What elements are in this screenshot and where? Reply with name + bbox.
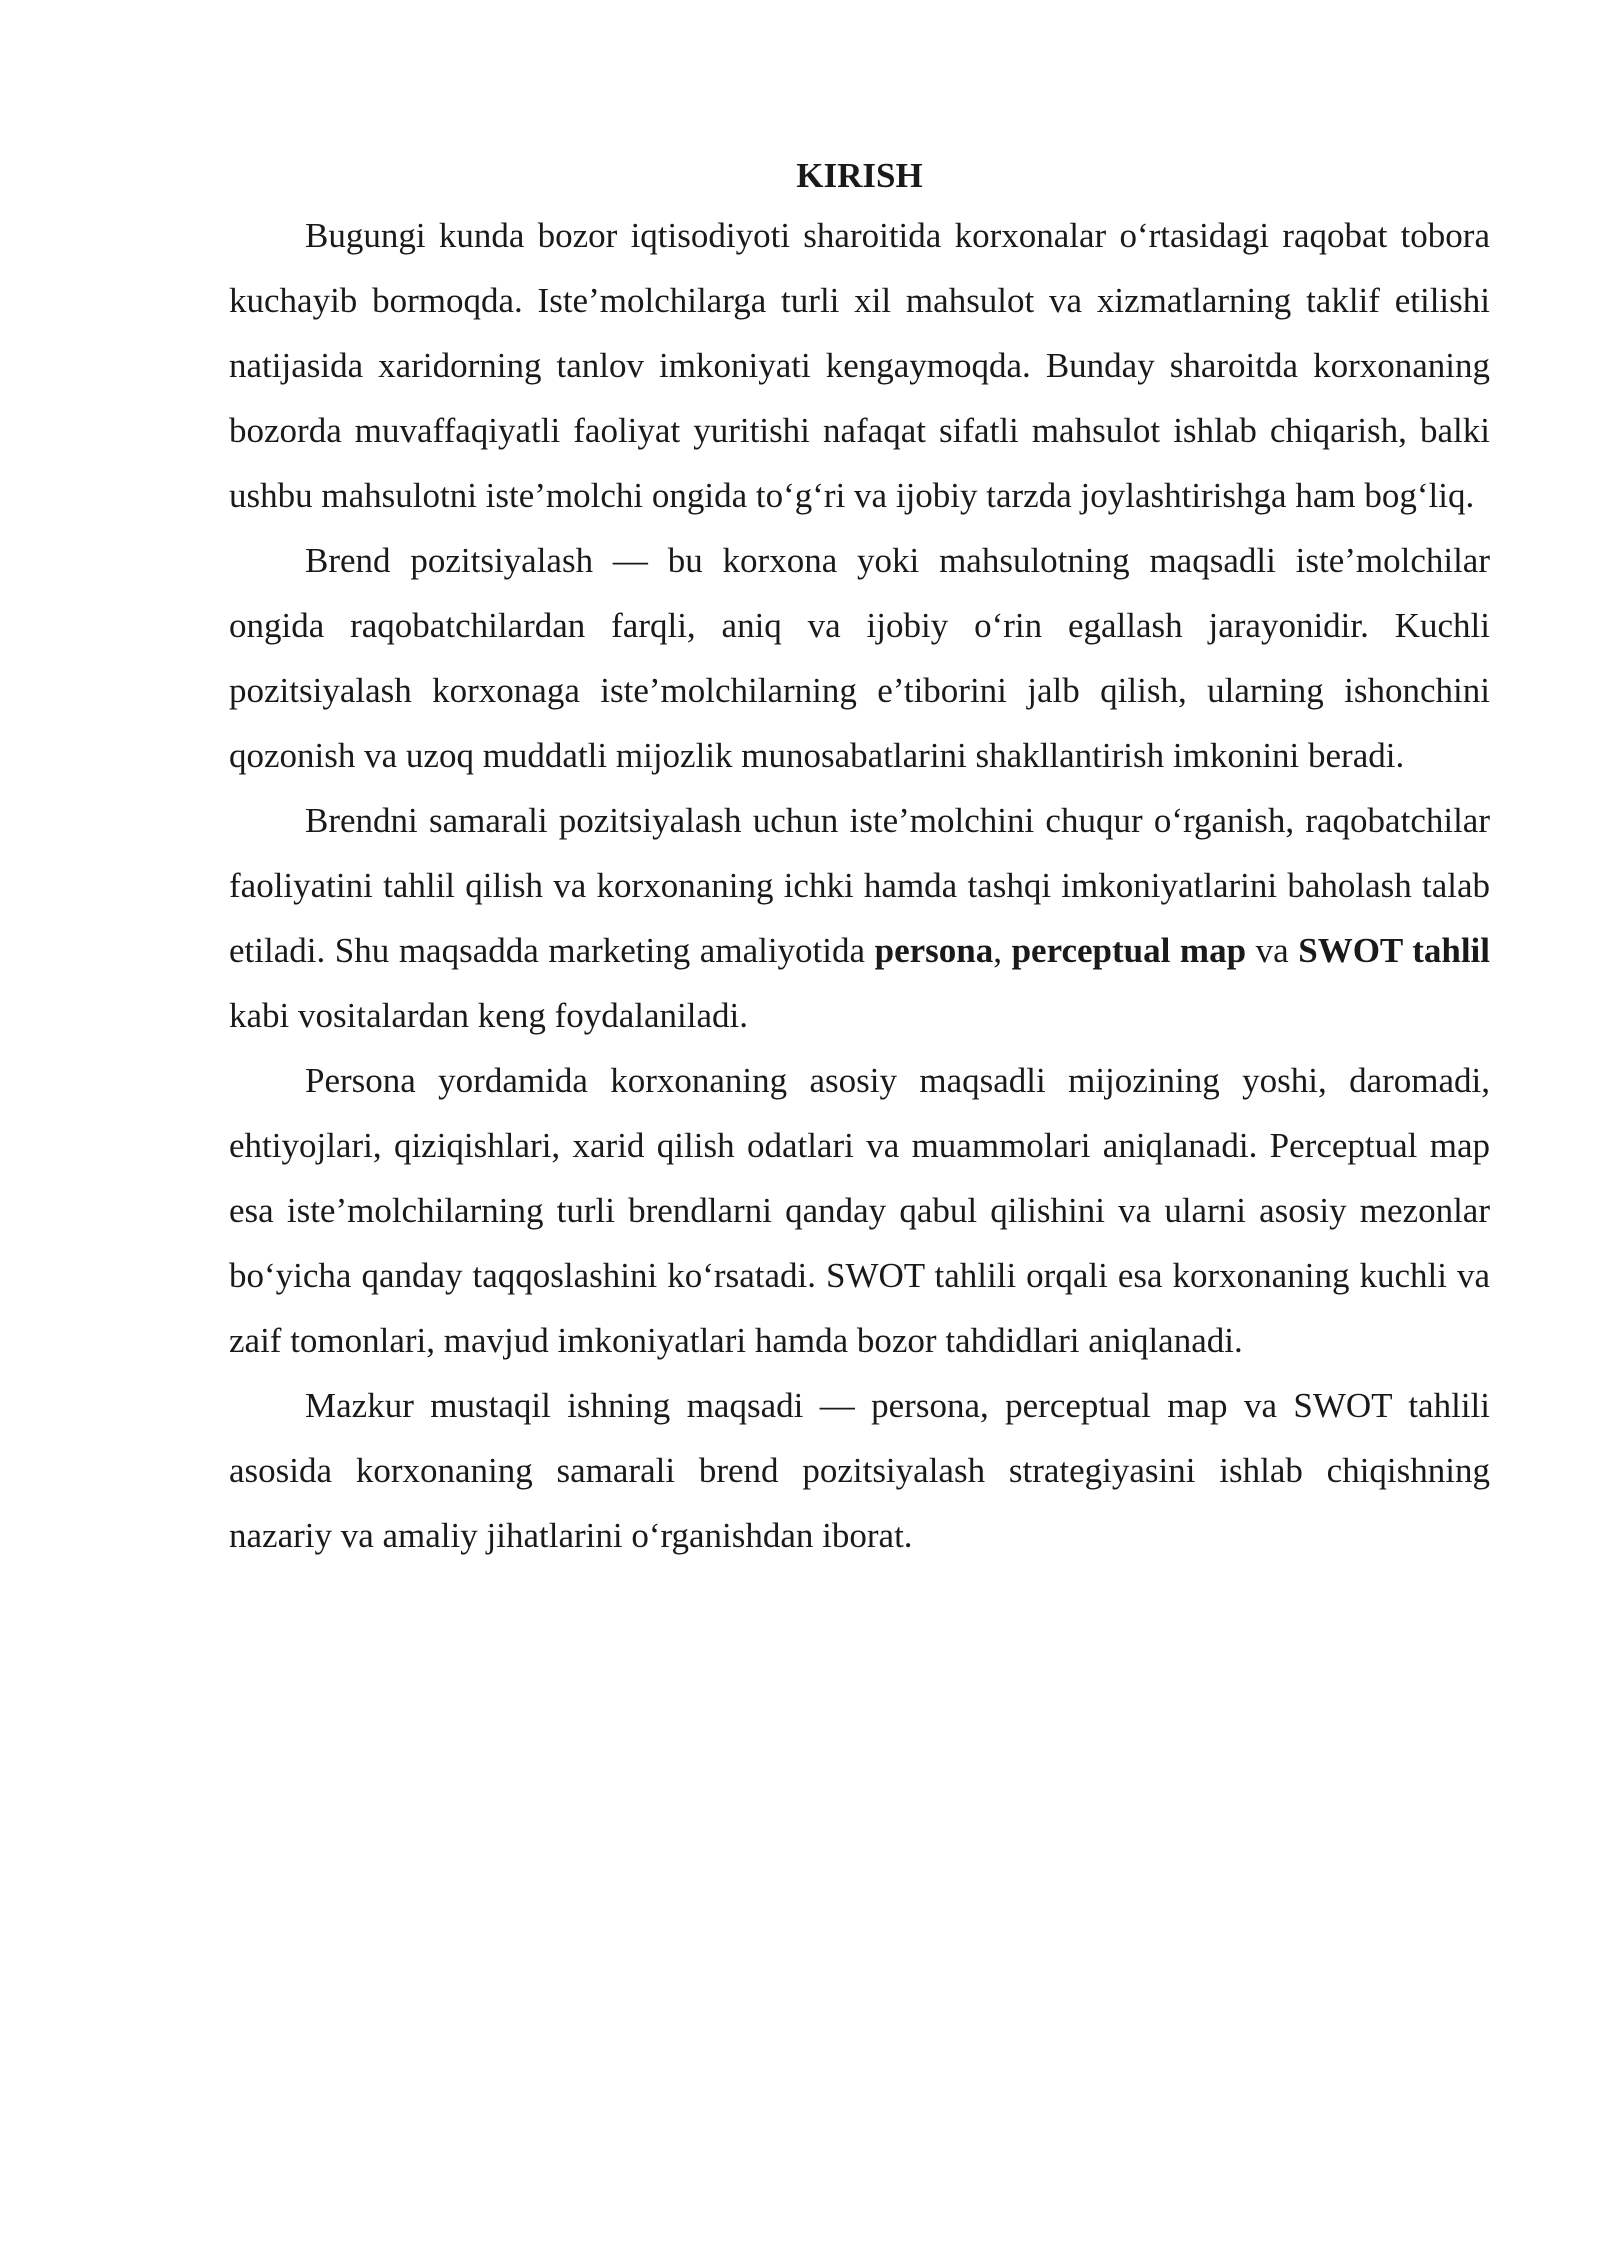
paragraph-3-separator-1: , <box>993 931 1012 970</box>
paragraph-3-separator-2: va <box>1246 931 1299 970</box>
bold-term-perceptual-map: perceptual map <box>1011 931 1247 970</box>
bold-term-swot-tahlil: SWOT tahlil <box>1298 931 1490 970</box>
page-title: KIRISH <box>796 156 923 195</box>
paragraph-1: Bugungi kunda bozor iqtisodiyoti sharoitida korxonalar o‘rtasidagi raqobat tobora kuchayib bormoqda. Iste’molchilarga turli xil mahsulot va xizmatlarning taklif etilishi natijasida xaridorning tanlov imkoniyati kengaymoqda. Bunday sharoitda korxonaning bozorda muvaffaqiyatli faoliyat yuritishi nafaqat sifatli mahsulot ishlab chiqarish, balki ushbu mahsulotni iste’molchi ongida to‘g‘ri va ijobiy tarzda joylashtirishga ham bog‘liq. <box>229 216 1490 515</box>
paragraph-3 <box>229 788 1490 1048</box>
document-page <box>229 148 1490 1568</box>
paragraph-5: Mazkur mustaqil ishning maqsadi — persona, perceptual map va SWOT tahlili asosida korxonaning samarali brend pozitsiyalash strategiyasini ishlab chiqishning nazariy va amaliy jihatlarini o‘rganishdan iborat. <box>229 1386 1490 1555</box>
paragraph-2: Brend pozitsiyalash — bu korxona yoki mahsulotning maqsadli iste’molchilar ongida raqobatchilardan farqli, aniq va ijobiy o‘rin egallash jarayonidir. Kuchli pozitsiyalash korxonaga iste’molchilarning e’tiborini jalb qilish, ularning ishonchini qozonish va uzoq muddatli mijozlik munosabatlarini shakllantirish imkonini beradi. <box>229 541 1490 775</box>
paragraph-3-text-after: kabi vositalardan keng foydalaniladi. <box>229 996 749 1035</box>
paragraph-3-text-before: Brendni samarali pozitsiyalash uchun iste’molchini chuqur o‘rganish, raqobatchilar faoliyatini tahlil qilish va korxonaning ichki hamda tashqi imkoniyatlarini baholash talab etiladi. Shu maqsadda marketing amaliyotida <box>229 801 1490 970</box>
bold-term-persona: persona <box>874 931 994 970</box>
paragraph-4: Persona yordamida korxonaning asosiy maqsadli mijozining yoshi, daromadi, ehtiyojlari, qiziqishlari, xarid qilish odatlari va muammolari aniqlanadi. Perceptual map esa iste’molchilarning turli brendlarni qanday qabul qilishini va ularni asosiy mezonlar bo‘yicha qanday taqqoslashini ko‘rsatadi. SWOT tahlili orqali esa korxonaning kuchli va zaif tomonlari, mavjud imkoniyatlari hamda bozor tahdidlari aniqlanadi. <box>229 1061 1490 1360</box>
